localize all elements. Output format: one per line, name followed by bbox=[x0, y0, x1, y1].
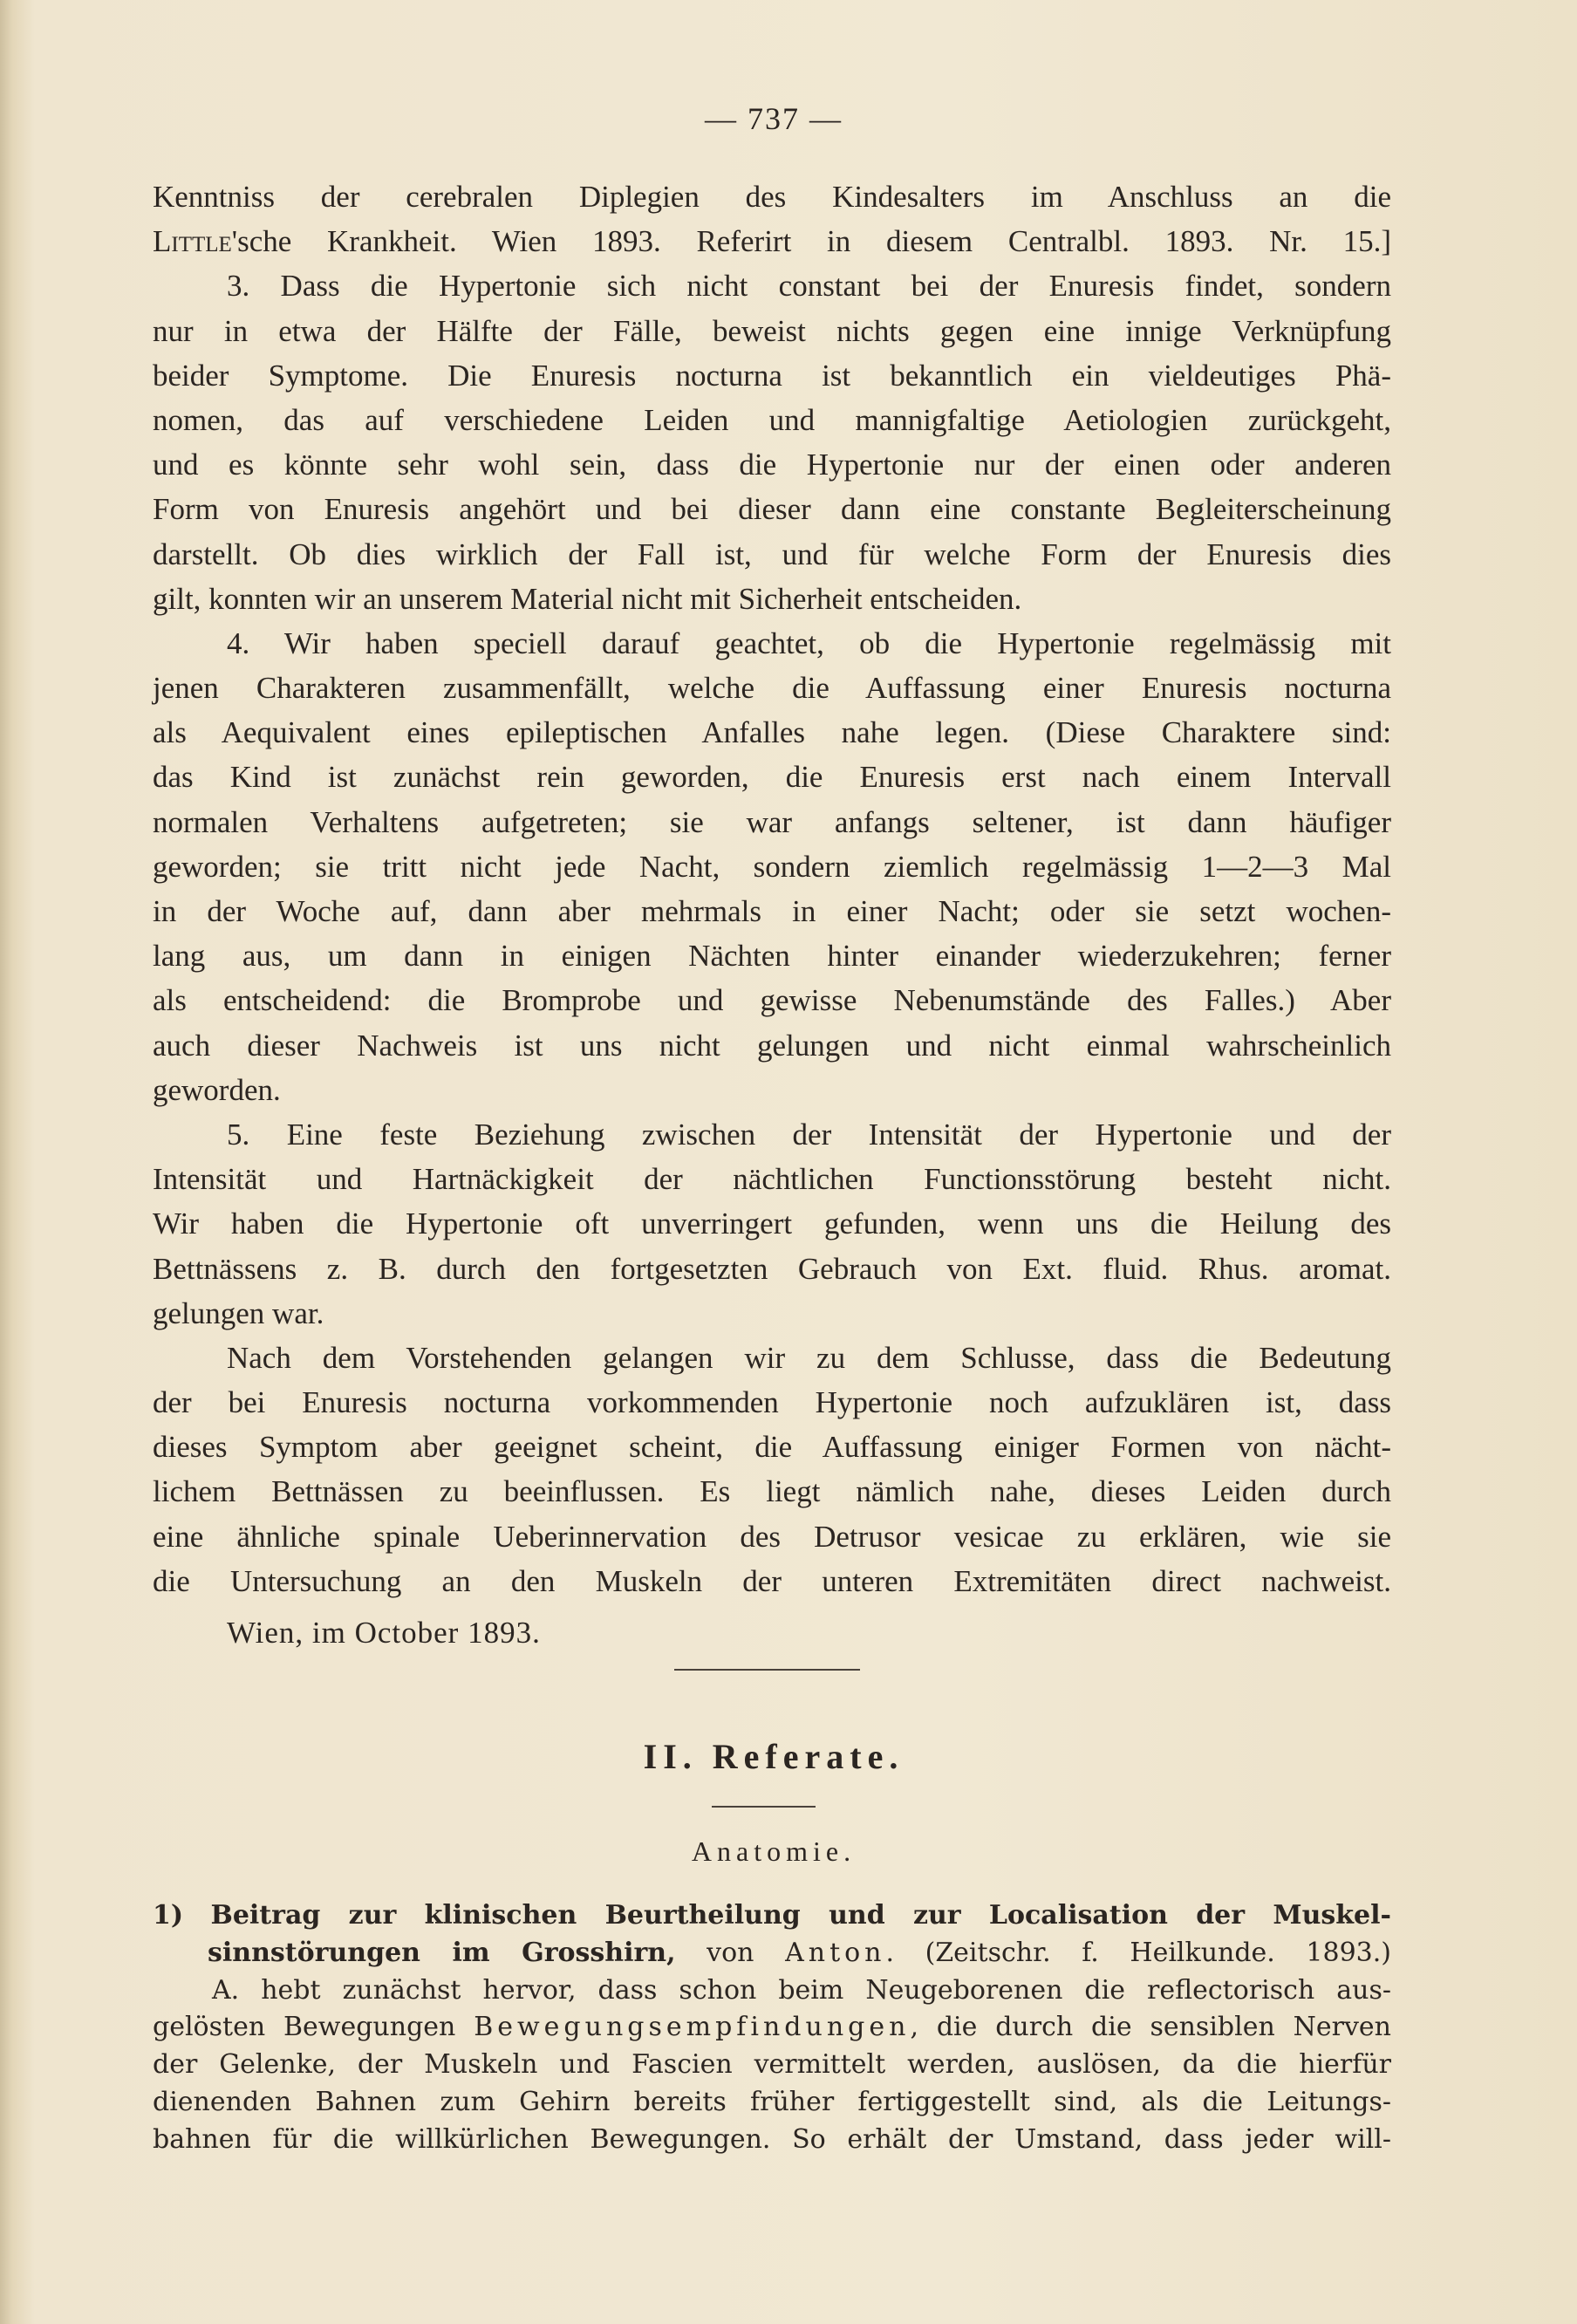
text-span: gelösten Bewegungen bbox=[153, 2012, 474, 2043]
small-caps-name: Little bbox=[153, 224, 232, 259]
text-line: Bettnässens z. B. durch den fortgesetzten Gebrauch von Ext. fluid. Rhus. aromat. bbox=[153, 1251, 1391, 1286]
text-line: jenen Charakteren zusammenfällt, welche die Auffassung einer Enuresis nocturna bbox=[153, 671, 1391, 706]
text-line: geworden. bbox=[153, 1072, 281, 1107]
signoff: Wien, im October 1893. bbox=[227, 1616, 541, 1650]
text-line: A. hebt zunächst hervor, dass schon beim Neugeborenen die reflectorisch aus- bbox=[212, 1974, 1391, 2006]
text-line: gelungen war. bbox=[153, 1295, 324, 1330]
text-span: 'sche Krankheit. Wien 1893. Referirt in diesem Centralbl. 1893. Nr. 15.] bbox=[231, 224, 1391, 259]
text-line: auch dieser Nachweis ist uns nicht gelungen und nicht einmal wahrscheinlich bbox=[153, 1028, 1391, 1063]
entry-by: von bbox=[707, 1937, 754, 1968]
text-line: als entscheidend: die Bromprobe und gewisse Nebenumstände des Falles.) Aber bbox=[153, 983, 1391, 1018]
text-line: Form von Enuresis angehört und bei dieser dann eine constante Begleiterscheinung bbox=[153, 492, 1391, 527]
text-line: als Aequivalent eines epileptischen Anfalles nahe legen. (Diese Charaktere sind: bbox=[153, 715, 1391, 750]
text-line: nomen, das auf verschiedene Leiden und mannigfaltige Aetiologien zurückgeht, bbox=[153, 402, 1391, 437]
section-divider bbox=[712, 1806, 816, 1808]
entry-title-line bbox=[153, 1935, 1391, 1972]
entry-number: 1) bbox=[153, 1900, 184, 1931]
text-line: nur in etwa der Hälfte der Fälle, beweist nichts gegen eine innige Verknüpfung bbox=[153, 313, 1391, 348]
entry-author: Anton bbox=[785, 1937, 886, 1968]
text-line: Intensität und Hartnäckigkeit der nächtlichen Functionsstörung besteht nicht. bbox=[153, 1162, 1391, 1197]
text-line: lichem Bettnässen zu beeinflussen. Es liegt nämlich nahe, dieses Leiden durch bbox=[153, 1474, 1391, 1509]
entry-title: sinnstörungen im Grosshirn, bbox=[208, 1937, 676, 1968]
text-line: beider Symptome. Die Enuresis nocturna ist bekanntlich ein vieldeutiges Phä- bbox=[153, 358, 1391, 393]
text-line: eine ähnliche spinale Ueberinnervation des Detrusor vesicae zu erklären, wie sie bbox=[153, 1519, 1391, 1554]
emphasized-term: Bewegungsempfindungen bbox=[474, 2012, 911, 2043]
text-line: geworden; sie tritt nicht jede Nacht, sondern ziemlich regelmässig 1—2—3 Mal bbox=[153, 849, 1391, 884]
text-line: normalen Verhaltens aufgetreten; sie war anfangs seltener, ist dann häufiger bbox=[153, 804, 1391, 839]
text-line: 5. Eine feste Beziehung zwischen der Intensität der Hypertonie und der bbox=[227, 1117, 1391, 1152]
text-line: darstellt. Ob dies wirklich der Fall ist, und für welche Form der Enuresis dies bbox=[153, 537, 1391, 571]
text-line bbox=[153, 2009, 1391, 2047]
text-span: , die durch die sensiblen Nerven bbox=[910, 2012, 1392, 2043]
text-line: und es könnte sehr wohl sein, dass die Hypertonie nur der einen oder anderen bbox=[153, 448, 1391, 482]
text-line: dieses Symptom aber geeignet scheint, die Auffassung einiger Formen von nächt- bbox=[153, 1430, 1391, 1465]
entry-source: . (Zeitschr. f. Heilkunde. 1893.) bbox=[885, 1937, 1391, 1968]
text-line: 3. Dass die Hypertonie sich nicht constant bei der Enuresis findet, sondern bbox=[227, 269, 1391, 304]
section-title: II. Referate. bbox=[643, 1737, 905, 1776]
text-line: 4. Wir haben speciell darauf geachtet, ob die Hypertonie regelmässig mit bbox=[227, 625, 1391, 660]
text-line: dienenden Bahnen zum Gehirn bereits früher fertiggestellt sind, als die Leitungs- bbox=[153, 2086, 1391, 2117]
text-line: Nach dem Vorstehenden gelangen wir zu dem Schlusse, dass die Bedeutung bbox=[227, 1340, 1391, 1375]
text-line: Kenntniss der cerebralen Diplegien des Kindesalters im Anschluss an die bbox=[153, 180, 1391, 214]
text-line: der Gelenke, der Muskeln und Fascien vermittelt werden, auslösen, da die hierfür bbox=[153, 2049, 1391, 2081]
entry-title-line bbox=[153, 1897, 1391, 1935]
text-line: lang aus, um dann in einigen Nächten hinter einander wiederzukehren; ferner bbox=[153, 939, 1391, 974]
text-line: Wir haben die Hypertonie oft unverringert gefunden, wenn uns die Heilung des bbox=[153, 1206, 1391, 1241]
section-divider bbox=[674, 1669, 860, 1671]
text-line: bahnen für die willkürlichen Bewegungen. So erhält der Umstand, dass jeder will- bbox=[153, 2123, 1391, 2155]
body-text bbox=[153, 174, 1391, 1603]
review-entry bbox=[153, 1897, 1391, 2159]
text-line: gilt, konnten wir an unserem Material nicht mit Sicherheit entscheiden. bbox=[153, 581, 1022, 616]
text-line bbox=[153, 219, 1391, 263]
page-number: — 737 — bbox=[705, 101, 843, 136]
text-line: das Kind ist zunächst rein geworden, die Enuresis erst nach einem Intervall bbox=[153, 760, 1391, 795]
entry-title: Beitrag zur klinischen Beurtheilung und zur Localisation der Muskel- bbox=[210, 1900, 1391, 1931]
text-line: in der Woche auf, dann aber mehrmals in einer Nacht; oder sie setzt wochen- bbox=[153, 894, 1391, 928]
text-line: die Untersuchung an den Muskeln der unteren Extremitäten direct nachweist. bbox=[153, 1563, 1391, 1598]
subsection-title: Anatomie. bbox=[691, 1835, 857, 1867]
text-line: der bei Enuresis nocturna vorkommenden Hypertonie noch aufzuklären ist, dass bbox=[153, 1385, 1391, 1420]
